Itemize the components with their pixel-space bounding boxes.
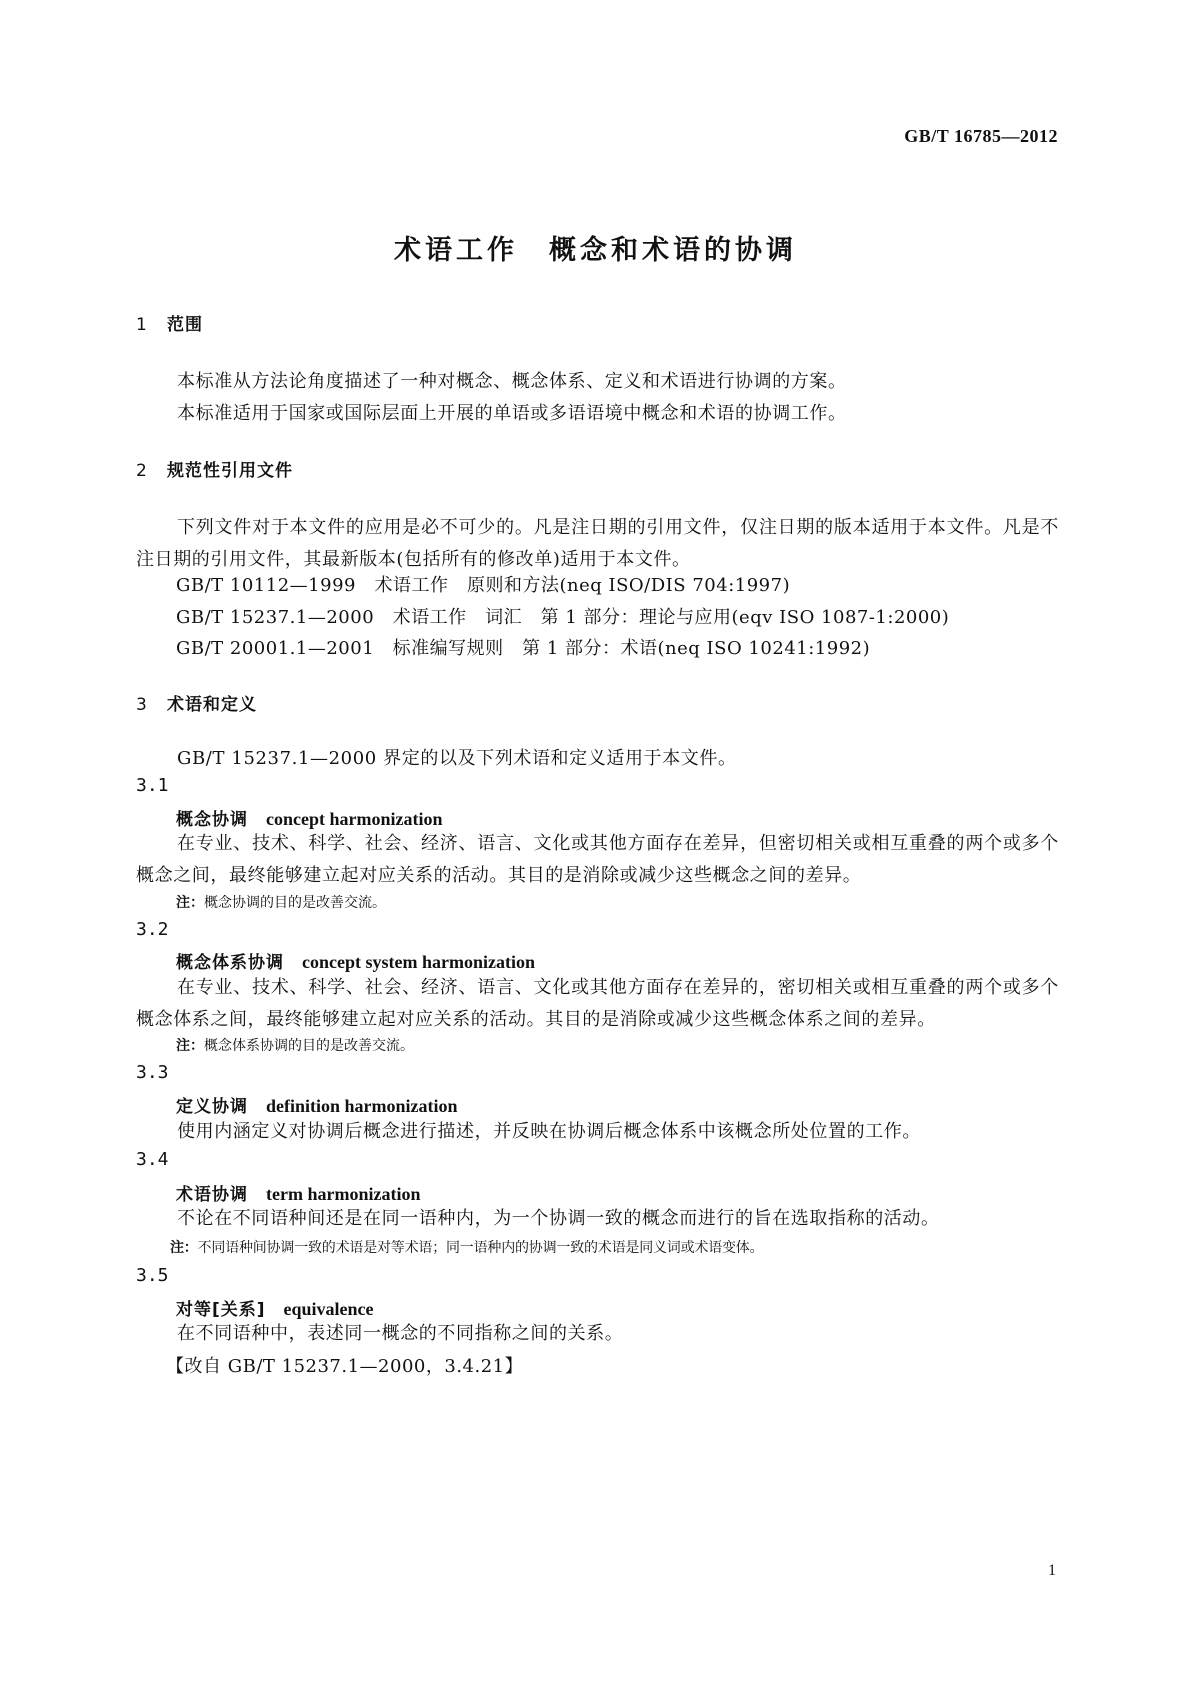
term-number: 3.3: [136, 1062, 169, 1083]
section-title: 规范性引用文件: [167, 461, 293, 481]
normative-references-intro: 下列文件对于本文件的应用是必不可少的。凡是注日期的引用文件，仅注日期的版本适用于本文件。凡是不注日期的引用文件，其最新版本(包括所有的修改单)适用于本文件。: [136, 517, 1059, 570]
term-source: 【改自 GB/T 15237.1—2000，3.4.21】: [166, 1356, 524, 1377]
term-en: concept harmonization: [266, 809, 443, 829]
term-heading: [176, 1180, 420, 1205]
terms-intro: GB/T 15237.1—2000 界定的以及下列术语和定义适用于本文件。: [177, 748, 737, 769]
note-text: 不同语种间协调一致的术语是对等术语；同一语种内的协调一致的术语是同义词或术语变体。: [197, 1240, 764, 1256]
term-heading: [176, 805, 442, 830]
note-label: 注：: [176, 1038, 204, 1054]
term-number: 3.4: [136, 1149, 169, 1170]
note-text: 概念体系协调的目的是改善交流。: [204, 1038, 414, 1054]
section-1-heading: [136, 310, 203, 335]
page-number: 1: [1048, 1562, 1056, 1579]
note-text: 概念协调的目的是改善交流。: [204, 895, 386, 911]
section-number: 2: [136, 461, 148, 481]
term-heading: [176, 1295, 374, 1320]
term-definition: 在专业、技术、科学、社会、经济、语言、文化或其他方面存在差异的，密切相关或相互重叠的两个或多个概念体系之间，最终能够建立起对应关系的活动。其目的是消除或减少这些概念体系之间的差异。: [136, 977, 1059, 1030]
term-number: 3.2: [136, 919, 169, 940]
section-number: 1: [136, 315, 148, 335]
section-number: 3: [136, 695, 148, 715]
scope-paragraph-1: 本标准从方法论角度描述了一种对概念、概念体系、定义和术语进行协调的方案。: [177, 371, 847, 392]
reference-item: GB/T 10112—1999 术语工作 原则和方法(neq ISO/DIS 704:1997): [176, 575, 791, 596]
term-heading: [176, 948, 535, 973]
term-definition: 在专业、技术、科学、社会、经济、语言、文化或其他方面存在差异，但密切相关或相互重叠的两个或多个概念之间，最终能够建立起对应关系的活动。其目的是消除或减少这些概念之间的差异。: [136, 833, 1059, 886]
document-title: 术语工作 概念和术语的协调: [394, 235, 797, 266]
term-number: 3.1: [136, 775, 169, 796]
term-en: term harmonization: [266, 1184, 421, 1204]
term-note: [176, 1035, 414, 1055]
term-zh: 定义协调: [176, 1097, 248, 1117]
term-en: definition harmonization: [266, 1096, 458, 1116]
term-zh: 概念体系协调: [176, 953, 284, 973]
section-title: 术语和定义: [167, 695, 257, 715]
term-definition: 在不同语种中，表述同一概念的不同指称之间的关系。: [177, 1323, 624, 1344]
term-number: 3.5: [136, 1265, 169, 1286]
section-3-heading: [136, 690, 257, 715]
term-heading: [176, 1092, 458, 1117]
term-en: concept system harmonization: [302, 952, 535, 972]
reference-item: GB/T 15237.1—2000 术语工作 词汇 第 1 部分：理论与应用(eqv ISO 1087-1:2000): [176, 607, 950, 628]
note-label: 注：: [176, 895, 204, 911]
term-definition: 使用内涵定义对协调后概念进行描述，并反映在协调后概念体系中该概念所处位置的工作。: [177, 1121, 921, 1142]
reference-item: GB/T 20001.1—2001 标准编写规则 第 1 部分：术语(neq ISO 10241:1992): [176, 638, 871, 659]
term-zh: 概念协调: [176, 810, 248, 830]
section-2-heading: [136, 456, 293, 481]
standard-number: GB/T 16785—2012: [904, 126, 1058, 146]
section-title: 范围: [167, 315, 203, 335]
term-zh: 术语协调: [176, 1185, 248, 1205]
note-label: 注：: [170, 1240, 198, 1256]
scope-paragraph-2: 本标准适用于国家或国际层面上开展的单语或多语语境中概念和术语的协调工作。: [177, 403, 847, 424]
term-zh: 对等[关系]: [176, 1300, 266, 1320]
term-en: equivalence: [283, 1299, 374, 1319]
term-note: [170, 1237, 763, 1257]
term-note: [176, 892, 386, 912]
term-definition: 不论在不同语种间还是在同一语种内，为一个协调一致的概念而进行的旨在选取指称的活动。: [177, 1208, 940, 1229]
